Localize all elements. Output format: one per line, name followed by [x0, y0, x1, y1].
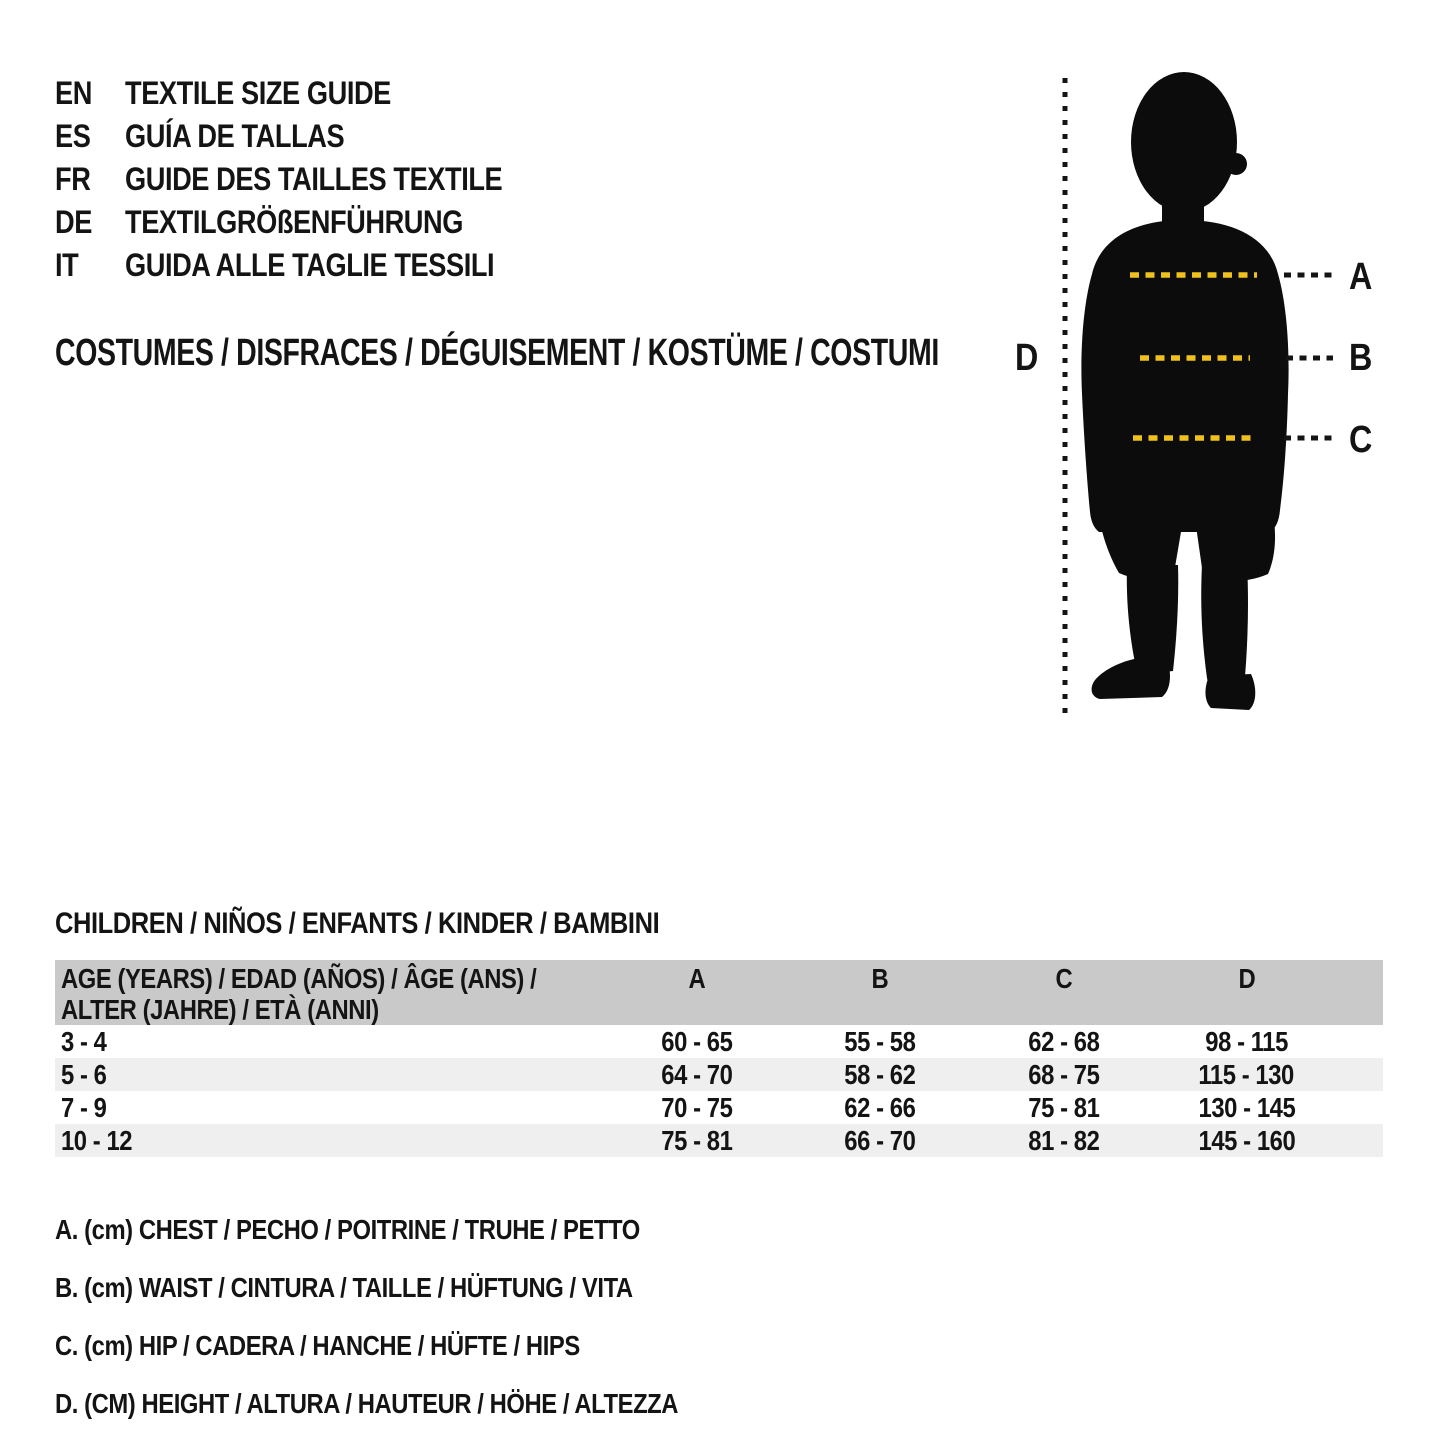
lang-row-en	[55, 72, 569, 115]
figure-label-waist-b: B	[1348, 337, 1372, 379]
age-header-line1: AGE (YEARS) / EDAD (AÑOS) / ÂGE (ANS) /	[61, 963, 537, 994]
chest-cell: 64 - 70	[660, 1058, 733, 1090]
measurement-legend	[55, 1201, 788, 1433]
age-cell: 10 - 12	[61, 1124, 133, 1156]
measurement-figure	[1000, 60, 1445, 740]
chest-cell: 75 - 81	[660, 1124, 733, 1156]
height-cell: 145 - 160	[1198, 1124, 1295, 1156]
legend-height: D. (CM) HEIGHT / ALTURA / HAUTEUR / HÖHE / ALTEZZA	[55, 1388, 679, 1419]
height-cell: 98 - 115	[1205, 1025, 1288, 1057]
table-row-age-5-6	[55, 1058, 1383, 1091]
figure-label-height-d: D	[1014, 337, 1038, 379]
column-header-a: A	[605, 960, 788, 1025]
waist-cell: 55 - 58	[844, 1025, 916, 1057]
age-cell: 5 - 6	[61, 1058, 107, 1090]
legend-chest: A. (cm) CHEST / PECHO / POITRINE / TRUHE / PETTO	[55, 1214, 640, 1245]
hip-cell: 62 - 68	[1027, 1025, 1100, 1057]
category-heading-text: COSTUMES / DISFRACES / DÉGUISEMENT / KOSTÜME / COSTUMI	[55, 332, 939, 374]
hip-cell: 75 - 81	[1027, 1091, 1100, 1123]
lang-row-es	[55, 115, 569, 158]
lang-title-en: TEXTILE SIZE GUIDE	[125, 75, 391, 111]
chest-cell: 60 - 65	[660, 1025, 733, 1057]
size-table-header-row	[55, 960, 1383, 1025]
lang-code-en: EN	[55, 75, 92, 111]
figure-label-hip-c: C	[1348, 419, 1372, 461]
column-header-c: C	[972, 960, 1155, 1025]
waist-cell: 58 - 62	[844, 1058, 916, 1090]
age-cell: 3 - 4	[61, 1025, 107, 1057]
table-row-age-7-9	[55, 1091, 1383, 1124]
table-row-age-3-4	[55, 1025, 1383, 1058]
waist-cell: 62 - 66	[844, 1091, 916, 1123]
lang-row-de	[55, 201, 569, 244]
language-title-list	[55, 72, 569, 287]
legend-hip: C. (cm) HIP / CADERA / HANCHE / HÜFTE / HIPS	[55, 1330, 580, 1361]
table-section-title-text: CHILDREN / NIÑOS / ENFANTS / KINDER / BAMBINI	[55, 907, 660, 940]
height-cell: 130 - 145	[1198, 1091, 1295, 1123]
lang-title-it: GUIDA ALLE TAGLIE TESSILI	[125, 247, 495, 283]
hip-cell: 68 - 75	[1027, 1058, 1100, 1090]
lang-code-de: DE	[55, 204, 92, 240]
hip-cell: 81 - 82	[1027, 1124, 1100, 1156]
table-section-title	[55, 907, 766, 941]
column-header-spacer	[1338, 960, 1383, 1025]
column-header-b: B	[788, 960, 972, 1025]
lang-code-fr: FR	[55, 161, 91, 197]
lang-code-it: IT	[55, 247, 79, 283]
height-cell: 115 - 130	[1198, 1058, 1295, 1090]
figure-label-chest-a: A	[1348, 256, 1372, 298]
age-cell: 7 - 9	[61, 1091, 107, 1123]
legend-waist: B. (cm) WAIST / CINTURA / TAILLE / HÜFTUNG / VITA	[55, 1272, 633, 1303]
child-silhouette-diagram	[1000, 60, 1445, 740]
age-header-line2: ALTER (JAHRE) / ETÀ (ANNI)	[61, 994, 379, 1025]
waist-cell: 66 - 70	[844, 1124, 916, 1156]
column-header-d: D	[1155, 960, 1338, 1025]
children-size-table	[55, 960, 1383, 1157]
lang-title-de: TEXTILGRÖßENFÜHRUNG	[125, 204, 463, 240]
lang-title-es: GUÍA DE TALLAS	[125, 118, 345, 154]
lang-row-it	[55, 244, 569, 287]
lang-row-fr	[55, 158, 569, 201]
table-row-age-10-12	[55, 1124, 1383, 1157]
chest-cell: 70 - 75	[660, 1091, 733, 1123]
child-silhouette	[1081, 72, 1288, 710]
age-column-header	[55, 960, 605, 1025]
lang-code-es: ES	[55, 118, 91, 154]
lang-title-fr: GUIDE DES TAILLES TEXTILE	[125, 161, 503, 197]
